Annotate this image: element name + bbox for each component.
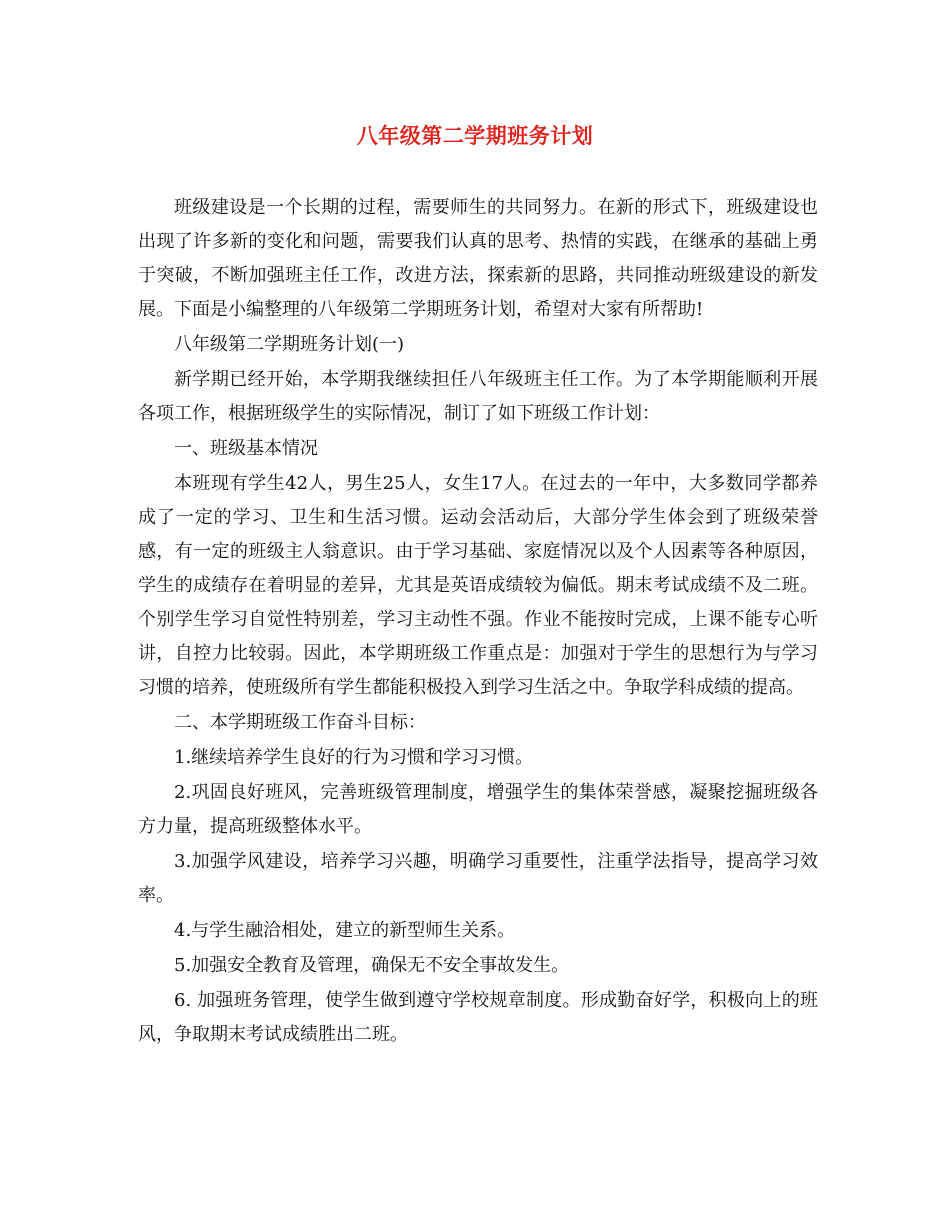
document-body: [138, 190, 818, 1052]
class-situation-paragraph: 本班现有学生42人，男生25人，女生17人。在过去的一年中，大多数同学都养成了一定的学习、卫生和生活习惯。运动会活动后，大部分学生体会到了班级荣誉感，有一定的班级主人翁意识。由于学习基础、家庭情况以及个人因素等各种原因，学生的成绩存在着明显的差异，尤其是英语成绩较为偏低。期末考试成绩不及二班。个别学生学习自觉性特别差，学习主动性不强。作业不能按时完成，上课不能专心听讲，自控力比较弱。因此，本学期班级工作重点是：加强对于学生的思想行为与学习习惯的培养，使班级所有学生都能积极投入到学习生活之中。争取学科成绩的提高。: [138, 473, 818, 698]
goal-item-3: 3.加强学风建设，培养学习兴趣，明确学习重要性，注重学法指导，提高学习效率。: [138, 851, 818, 906]
document-title: 八年级第二学期班务计划: [356, 123, 594, 148]
goal-item-1: 1.继续培养学生良好的行为习惯和学习习惯。: [174, 747, 534, 768]
goal-item-2: 2.巩固良好班风，完善班级管理制度，增强学生的集体荣誉感，凝聚挖掘班级各方力量，提高班级整体水平。: [138, 782, 818, 837]
intro-paragraph: 班级建设是一个长期的过程，需要师生的共同努力。在新的形式下，班级建设也出现了许多新的变化和问题，需要我们认真的思考、热情的实践，在继承的基础上勇于突破，不断加强班主任工作，改进方法，探索新的思路，共同推动班级建设的新发展。下面是小编整理的八年级第二学期班务计划，希望对大家有所帮助!: [138, 197, 818, 320]
goal-item-4: 4.与学生融洽相处，建立的新型师生关系。: [174, 920, 516, 941]
heading-goals: 二、本学期班级工作奋斗目标：: [174, 712, 426, 733]
goal-item-5: 5.加强安全教育及管理，确保无不安全事故发生。: [174, 955, 570, 976]
goal-item-6: 6. 加强班务管理，使学生做到遵守学校规章制度。形成勤奋好学，积极向上的班风，争取期末考试成绩胜出二班。: [138, 990, 818, 1045]
heading-class-situation: 一、班级基本情况: [174, 438, 318, 459]
section-heading-plan-one: 八年级第二学期班务计划(一): [174, 334, 405, 355]
opening-paragraph: 新学期已经开始，本学期我继续担任八年级班主任工作。为了本学期能顺利开展各项工作，根据班级学生的实际情况，制订了如下班级工作计划：: [138, 369, 818, 424]
